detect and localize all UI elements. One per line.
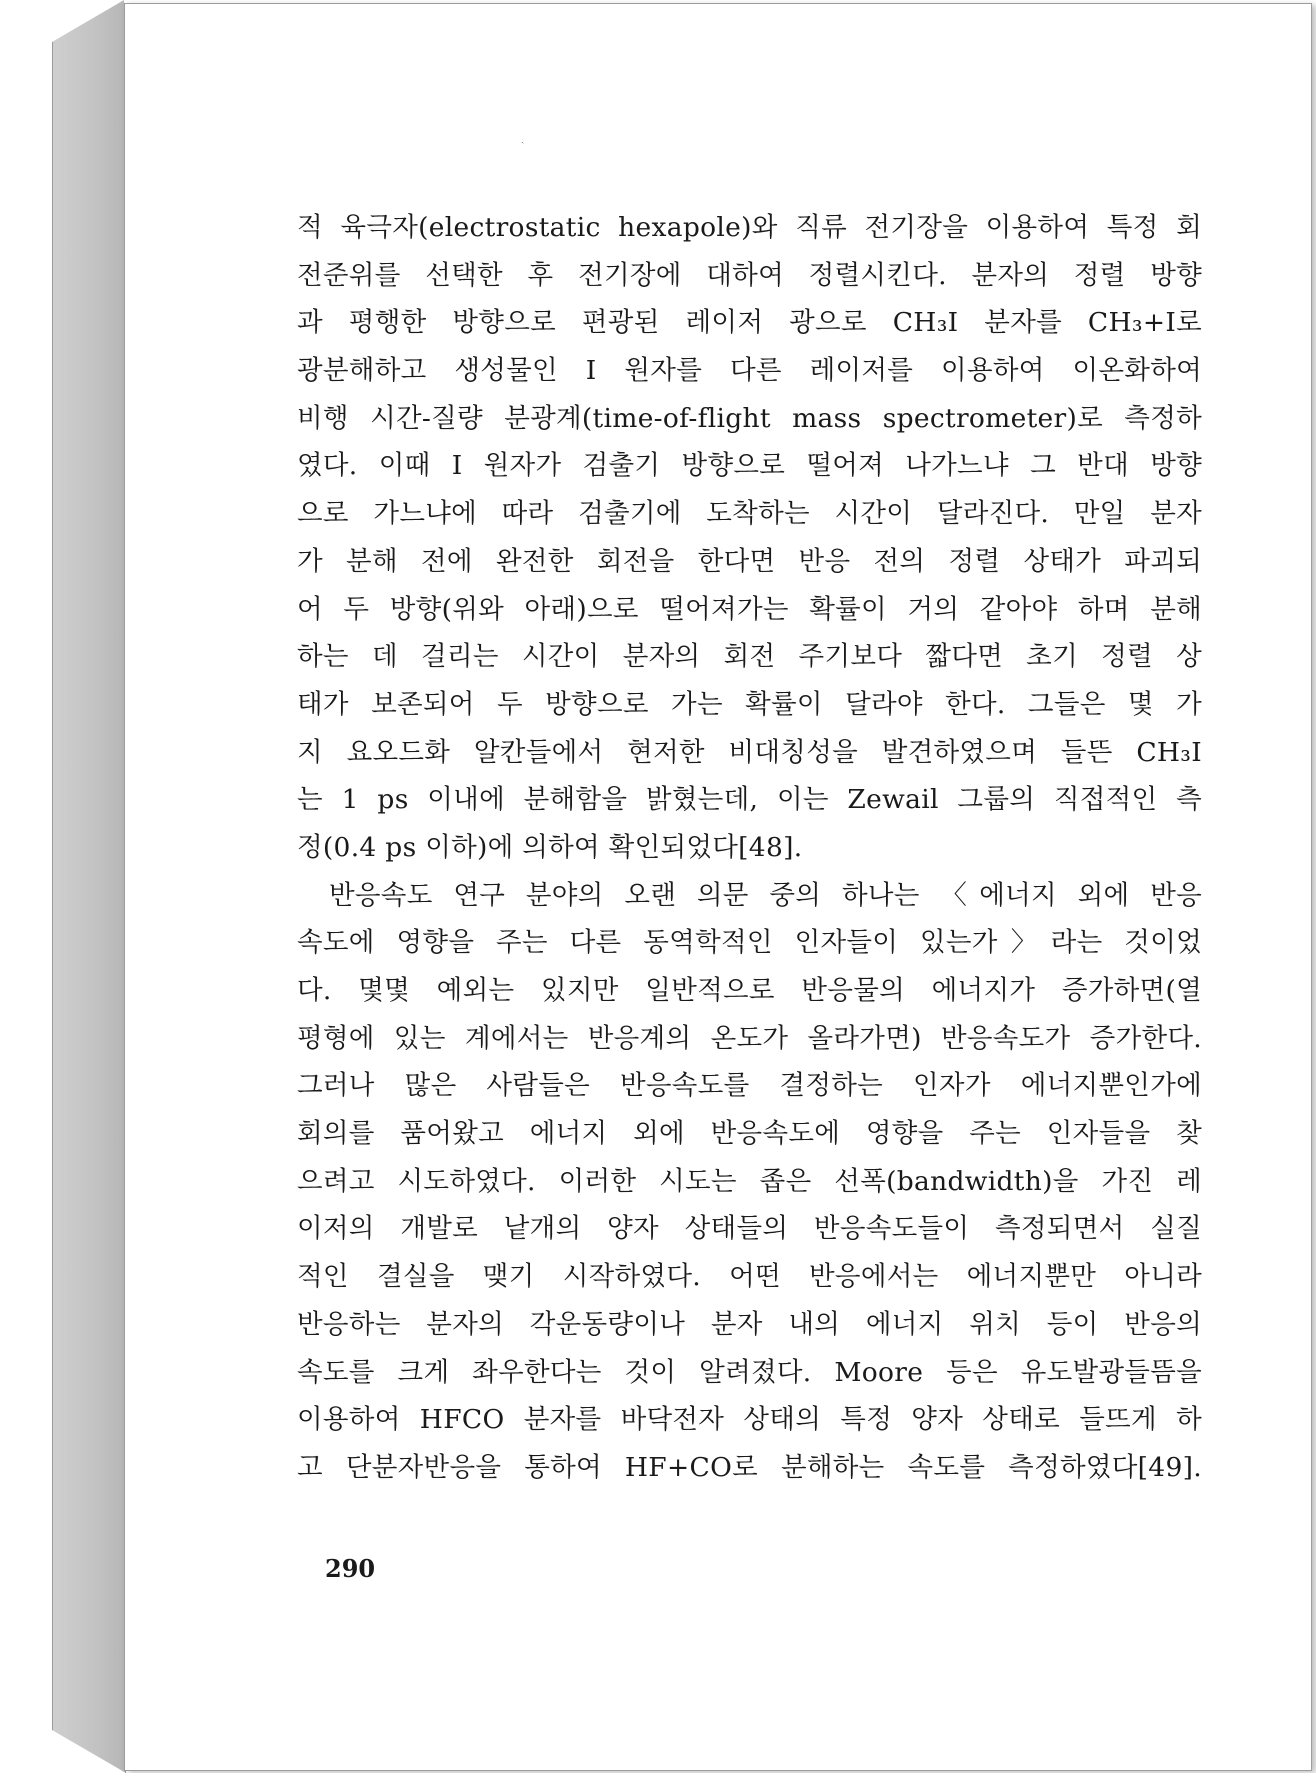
paragraph-1	[297, 204, 1202, 872]
text-line: 반응속도 연구 분야의 오랜 의문 중의 하나는 〈에너지 외에 반응	[329, 879, 1202, 911]
text-line: 어 두 방향(위와 아래)으로 떨어져가는 확률이 거의 같아야 하며 분해	[297, 593, 1202, 625]
text-line: 이저의 개발로 낱개의 양자 상태들의 반응속도들이 측정되면서 실질	[297, 1213, 1202, 1245]
page-speck: ˏ	[521, 133, 525, 144]
text-line: 다. 몇몇 예외는 있지만 일반적으로 반응물의 에너지가 증가하면(열	[297, 975, 1202, 1006]
text-line: 속도를 크게 좌우한다는 것이 알려졌다. Moore 등은 유도발광들뜸을	[297, 1356, 1202, 1388]
text-line: 적인 결실을 맺기 시작하였다. 어떤 반응에서는 에너지뿐만 아니라	[297, 1261, 1202, 1293]
text-line: 적 육극자(electrostatic hexapole)와 직류 전기장을 이용하여 특정 회	[297, 212, 1202, 243]
text-line: 으로 가느냐에 따라 검출기에 도착하는 시간이 달라진다. 만일 분자	[297, 498, 1202, 530]
text-line: 비행 시간-질량 분광계(time-of-flight mass spectrometer)로 측정하	[297, 402, 1202, 434]
text-line: 으려고 시도하였다. 이러한 시도는 좁은 선폭(bandwidth)을 가진 레	[297, 1165, 1202, 1197]
text-line: 정(0.4 ps 이하)에 의하여 확인되었다[48].	[297, 831, 803, 863]
text-line: 평형에 있는 계에서는 반응계의 온도가 올라가면) 반응속도가 증가한다.	[297, 1022, 1202, 1054]
text-line: 고 단분자반응을 통하여 HF+CO로 분해하는 속도를 측정하였다[49].	[297, 1451, 1202, 1483]
text-line: 하는 데 걸리는 시간이 분자의 회전 주기보다 짧다면 초기 정렬 상	[297, 641, 1202, 673]
text-line: 는 1 ps 이내에 분해함을 밝혔는데, 이는 Zewail 그룹의 직접적인 측	[297, 784, 1202, 816]
text-line: 반응하는 분자의 각운동량이나 분자 내의 에너지 위치 등이 반응의	[297, 1308, 1202, 1340]
text-line: 전준위를 선택한 후 전기장에 대하여 정렬시킨다. 분자의 정렬 방향	[297, 259, 1202, 291]
text-line: 과 평행한 방향으로 편광된 레이저 광으로 CH₃I 분자를 CH₃+I로	[297, 307, 1202, 339]
paragraph-2	[297, 872, 1202, 1492]
text-line: 지 요오드화 알칸들에서 현저한 비대칭성을 발견하였으며 들뜬 CH₃I	[297, 736, 1202, 768]
text-line: 속도에 영향을 주는 다른 동역학적인 인자들이 있는가〉라는 것이었	[297, 927, 1202, 959]
text-line: 태가 보존되어 두 방향으로 가는 확률이 달라야 한다. 그들은 몇 가	[297, 688, 1202, 720]
text-line: 였다. 이때 I 원자가 검출기 방향으로 떨어져 나가느냐 그 반대 방향	[297, 450, 1202, 482]
text-line: 이용하여 HFCO 분자를 바닥전자 상태의 특정 양자 상태로 들뜨게 하	[297, 1404, 1202, 1436]
text-line: 광분해하고 생성물인 I 원자를 다른 레이저를 이용하여 이온화하여	[297, 355, 1202, 387]
text-line: 회의를 품어왔고 에너지 외에 반응속도에 영향을 주는 인자들을 찾	[297, 1118, 1202, 1150]
text-line: 그러나 많은 사람들은 반응속도를 결정하는 인자가 에너지뿐인가에	[297, 1070, 1202, 1102]
text-line: 가 분해 전에 완전한 회전을 한다면 반응 전의 정렬 상태가 파괴되	[297, 545, 1202, 577]
page-number: 290	[325, 1554, 376, 1583]
page-body	[297, 204, 1202, 1492]
book-page	[124, 3, 1312, 1771]
book-spine	[52, 0, 127, 1773]
